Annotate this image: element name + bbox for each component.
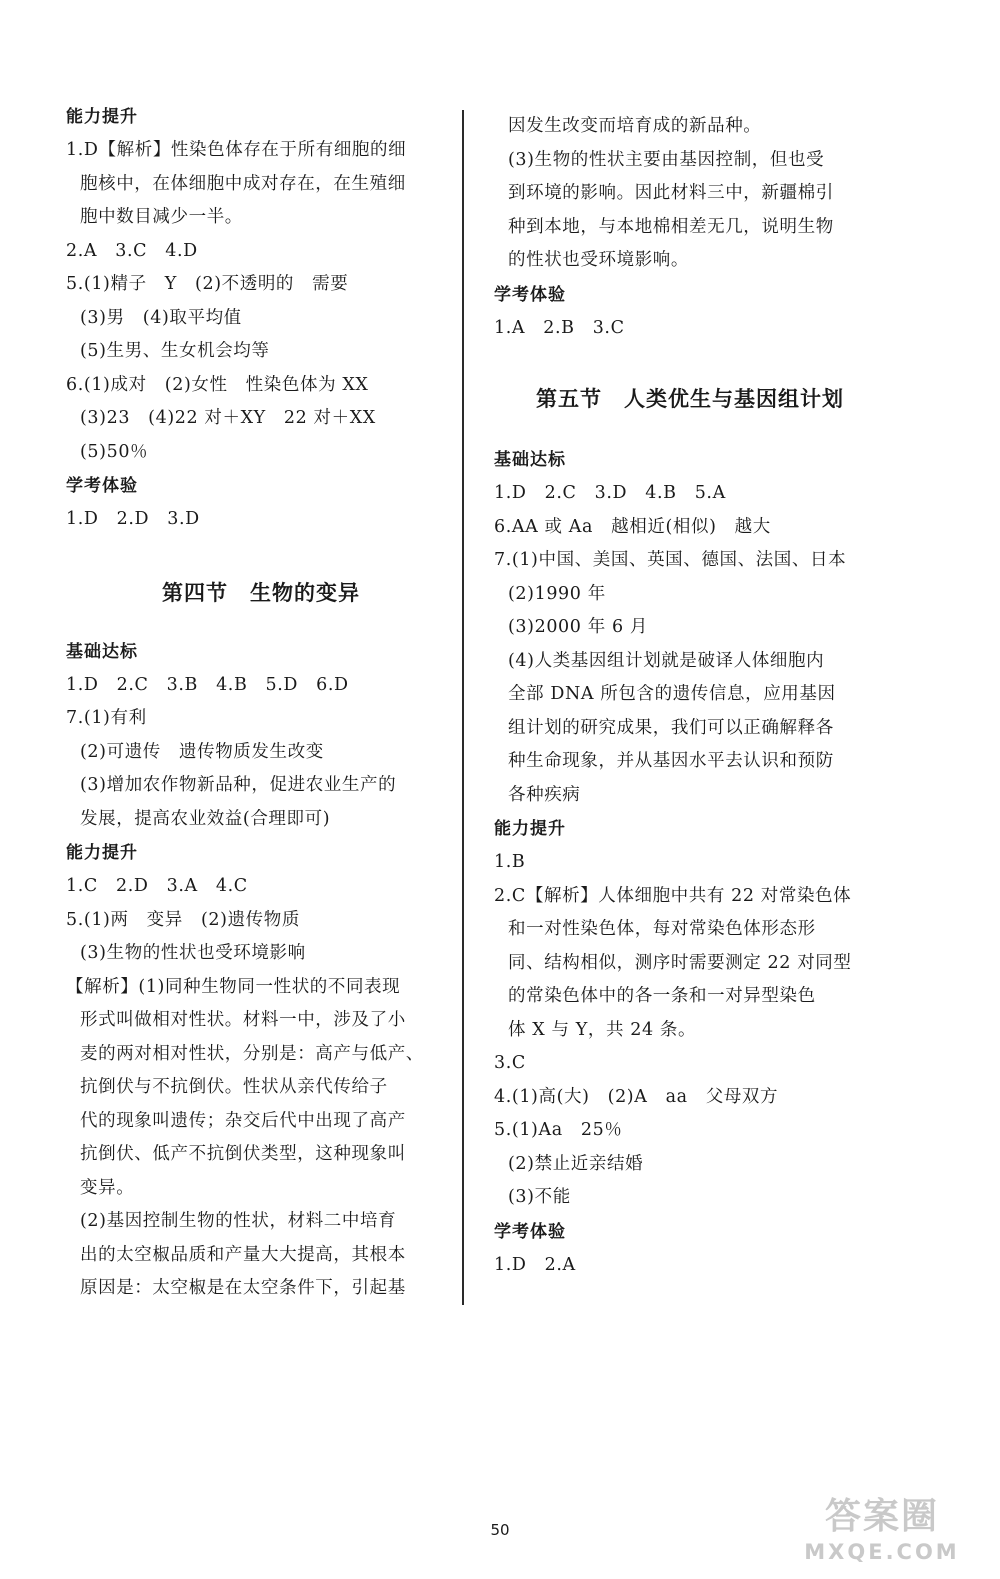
answer-line: (3)不能	[508, 1187, 571, 1207]
column-divider	[462, 110, 464, 1305]
answer-line: 1.D 2.C 3.B 4.B 5.D 6.D	[66, 674, 349, 695]
answer-line: (2)1990 年	[508, 583, 606, 604]
page-number: 50	[490, 1521, 510, 1539]
heading-basic: 基础达标	[494, 450, 566, 470]
answer-line: (3)增加农作物新品种，促进农业生产的	[80, 775, 397, 795]
analysis-line: 出的太空椒品质和产量大大提高，其根本	[80, 1244, 406, 1265]
analysis-line: 麦的两对相对性状，分别是：高产与低产、	[80, 1043, 424, 1064]
answer-line: (3)男 (4)取平均值	[80, 307, 242, 328]
answer-line: 4.(1)高(大) (2)A aa 父母双方	[494, 1086, 779, 1107]
analysis-line: 的常染色体中的各一条和一对异型染色	[508, 986, 816, 1006]
answer-line: 发展，提高农业效益(合理即可)	[80, 808, 331, 829]
section-title-4: 第四节 生物的变异	[162, 580, 360, 605]
answer-line: 1.B	[494, 852, 526, 872]
heading-ability: 能力提升	[66, 107, 138, 127]
answer-line: 1.A 2.B 3.C	[494, 317, 625, 338]
analysis-line: 因发生改变而培育成的新品种。	[508, 116, 762, 136]
answer-line: 各种疾病	[508, 784, 581, 805]
answer-line: 5.(1)两 变异 (2)遗传物质	[66, 909, 300, 930]
answer-line: 1.D 2.A	[494, 1254, 576, 1275]
answer-line: 组计划的研究成果，我们可以正确解释各	[508, 717, 834, 738]
answer-line: (5)50％	[80, 441, 149, 462]
answer-line: (3)23 (4)22 对＋XY 22 对＋XX	[80, 408, 376, 428]
analysis-line: 体 X 与 Y，共 24 条。	[508, 1019, 697, 1040]
answer-line: 3.C	[494, 1053, 526, 1073]
heading-exam: 学考体验	[494, 284, 566, 305]
answer-line: 胞核中，在体细胞中成对存在，在生殖细	[80, 173, 406, 194]
answer-line: 7.(1)中国、美国、英国、德国、法国、日本	[494, 550, 847, 570]
answer-line: (2)可遗传 遗传物质发生改变	[80, 741, 324, 762]
answer-line: 1.D【解析】性染色体存在于所有细胞的细	[66, 140, 407, 160]
answer-line: 2.C【解析】人体细胞中共有 22 对常染色体	[494, 885, 852, 906]
answer-line: 1.D 2.D 3.D	[66, 509, 200, 529]
left-column	[66, 100, 456, 1306]
analysis-line: 抗倒伏、低产不抗倒伏类型，这种现象叫	[80, 1144, 406, 1164]
answer-line: 6.AA 或 Aa 越相近(相似) 越大	[494, 516, 771, 537]
answer-line: (3)生物的性状也受环境影响	[80, 943, 306, 963]
answer-line: 1.D 2.C 3.D 4.B 5.A	[494, 483, 726, 503]
analysis-line: 抗倒伏与不抗倒伏。性状从亲代传给子	[80, 1077, 388, 1097]
analysis-line: 【解析】(1)同种生物同一性状的不同表现	[66, 976, 401, 997]
answer-line: 5.(1)精子 Y (2)不透明的 需要	[66, 274, 349, 294]
answer-line: 2.A 3.C 4.D	[66, 240, 198, 261]
answer-line: (3)2000 年 6 月	[508, 617, 648, 637]
analysis-line: 形式叫做相对性状。材料一中，涉及了小	[80, 1010, 406, 1030]
analysis-line: 原因是：太空椒是在太空条件下，引起基	[80, 1278, 406, 1298]
answer-line: 胞中数目减少一半。	[80, 207, 243, 227]
analysis-line: 变异。	[80, 1177, 135, 1198]
analysis-line: (2)基因控制生物的性状，材料二中培育	[80, 1211, 397, 1231]
watermark-url: MXQE.COM	[804, 1540, 960, 1564]
heading-exam: 学考体验	[66, 476, 138, 496]
heading-ability: 能力提升	[66, 843, 138, 863]
answer-line: (4)人类基因组计划就是破译人体细胞内	[508, 650, 825, 671]
section-title-5: 第五节 人类优生与基因组计划	[536, 387, 844, 411]
heading-basic: 基础达标	[66, 641, 138, 662]
answer-line: 全部 DNA 所包含的遗传信息，应用基因	[508, 684, 836, 704]
analysis-line: 种到本地，与本地棉相差无几，说明生物	[508, 216, 834, 237]
answer-line: 5.(1)Aa 25％	[494, 1120, 623, 1140]
right-column	[494, 110, 886, 1282]
analysis-line: 到环境的影响。因此材料三中，新疆棉引	[508, 183, 834, 203]
watermark-logo	[782, 1495, 982, 1575]
answer-line: 1.C 2.D 3.A 4.C	[66, 876, 248, 896]
answer-line: 种生命现象，并从基因水平去认识和预防	[508, 751, 834, 771]
heading-exam: 学考体验	[494, 1221, 566, 1242]
analysis-line: 代的现象叫遗传；杂交后代中出现了高产	[80, 1110, 406, 1131]
analysis-line: 的性状也受环境影响。	[508, 250, 689, 270]
analysis-line: 和一对性染色体，每对常染色体形态形	[508, 919, 816, 939]
answer-line: (2)禁止近亲结婚	[508, 1153, 644, 1174]
watermark-text: 答案圈	[824, 1496, 939, 1537]
answer-line: 7.(1)有利	[66, 708, 147, 728]
analysis-line: (3)生物的性状主要由基因控制，但也受	[508, 149, 825, 170]
analysis-line: 同、结构相似，测序时需要测定 22 对同型	[508, 952, 852, 973]
answer-line: (5)生男、生女机会均等	[80, 341, 270, 361]
heading-ability: 能力提升	[494, 819, 566, 839]
answer-line: 6.(1)成对 (2)女性 性染色体为 XX	[66, 374, 369, 395]
